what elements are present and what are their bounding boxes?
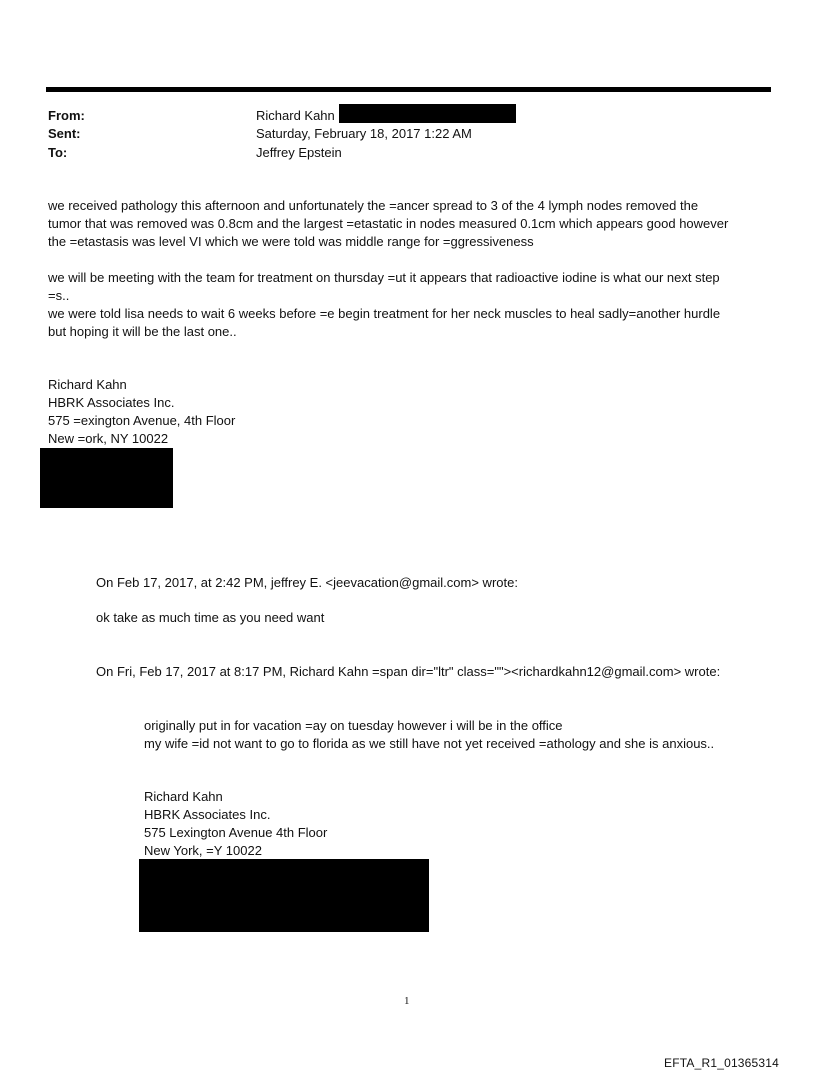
- signature-line: HBRK Associates Inc.: [144, 807, 271, 822]
- header-rule: [46, 87, 771, 92]
- body-line: we will be meeting with the team for treatment on thursday =ut it appears that radioactive iodine is what our next step: [48, 270, 720, 285]
- body-paragraph-2: [48, 269, 720, 341]
- from-label: From:: [48, 108, 85, 123]
- signature-block: [48, 376, 235, 448]
- redaction-block: [139, 859, 429, 932]
- body-line: =s..: [48, 288, 70, 303]
- signature-line: Richard Kahn: [48, 377, 127, 392]
- signature-line: New =ork, NY 10022: [48, 431, 169, 446]
- signature-line: 575 Lexington Avenue 4th Floor: [144, 825, 328, 840]
- quoted-signature-block: [144, 788, 327, 860]
- quoted-line: originally put in for vacation =ay on tuesday however i will be in the office: [144, 718, 563, 733]
- sent-value: Saturday, February 18, 2017 1:22 AM: [256, 126, 472, 141]
- to-value: Jeffrey Epstein: [256, 145, 342, 160]
- body-line: the =etastasis was level VI which we were told was middle range for =ggressiveness: [48, 234, 534, 249]
- signature-line: New York, =Y 10022: [144, 843, 262, 858]
- from-value: Richard Kahn: [256, 108, 335, 123]
- signature-line: HBRK Associates Inc.: [48, 395, 175, 410]
- quoted-attribution-1: On Feb 17, 2017, at 2:42 PM, jeffrey E. <jeevacation@gmail.com> wrote:: [96, 575, 518, 590]
- body-line: tumor that was removed was 0.8cm and the largest =etastatic in nodes measured 0.1cm which appears good however: [48, 216, 729, 231]
- redaction-block: [40, 448, 173, 508]
- signature-line: Richard Kahn: [144, 789, 223, 804]
- quoted-line: my wife =id not want to go to florida as we still have not yet received =athology and she is anxious..: [144, 736, 715, 751]
- body-line: but hoping it will be the last one..: [48, 324, 237, 339]
- body-line: we were told lisa needs to wait 6 weeks before =e begin treatment for her neck muscles to heal sadly=another hurdle: [48, 306, 721, 321]
- sent-label: Sent:: [48, 126, 81, 141]
- quoted-body-2: [144, 717, 714, 753]
- signature-line: 575 =exington Avenue, 4th Floor: [48, 413, 236, 428]
- to-label: To:: [48, 145, 68, 160]
- redaction-email: [339, 104, 516, 123]
- document-id: EFTA_R1_01365314: [664, 1056, 780, 1070]
- quoted-text-1: ok take as much time as you need want: [96, 610, 325, 625]
- body-line: we received pathology this afternoon and unfortunately the =ancer spread to 3 of the 4 lymph nodes removed the: [48, 198, 699, 213]
- body-paragraph-1: [48, 197, 728, 251]
- page-number: 1: [404, 995, 410, 1007]
- quoted-attribution-2: On Fri, Feb 17, 2017 at 8:17 PM, Richard Kahn =span dir="ltr" class=""><richardkahn12@gmail.com> wrote:: [96, 664, 721, 679]
